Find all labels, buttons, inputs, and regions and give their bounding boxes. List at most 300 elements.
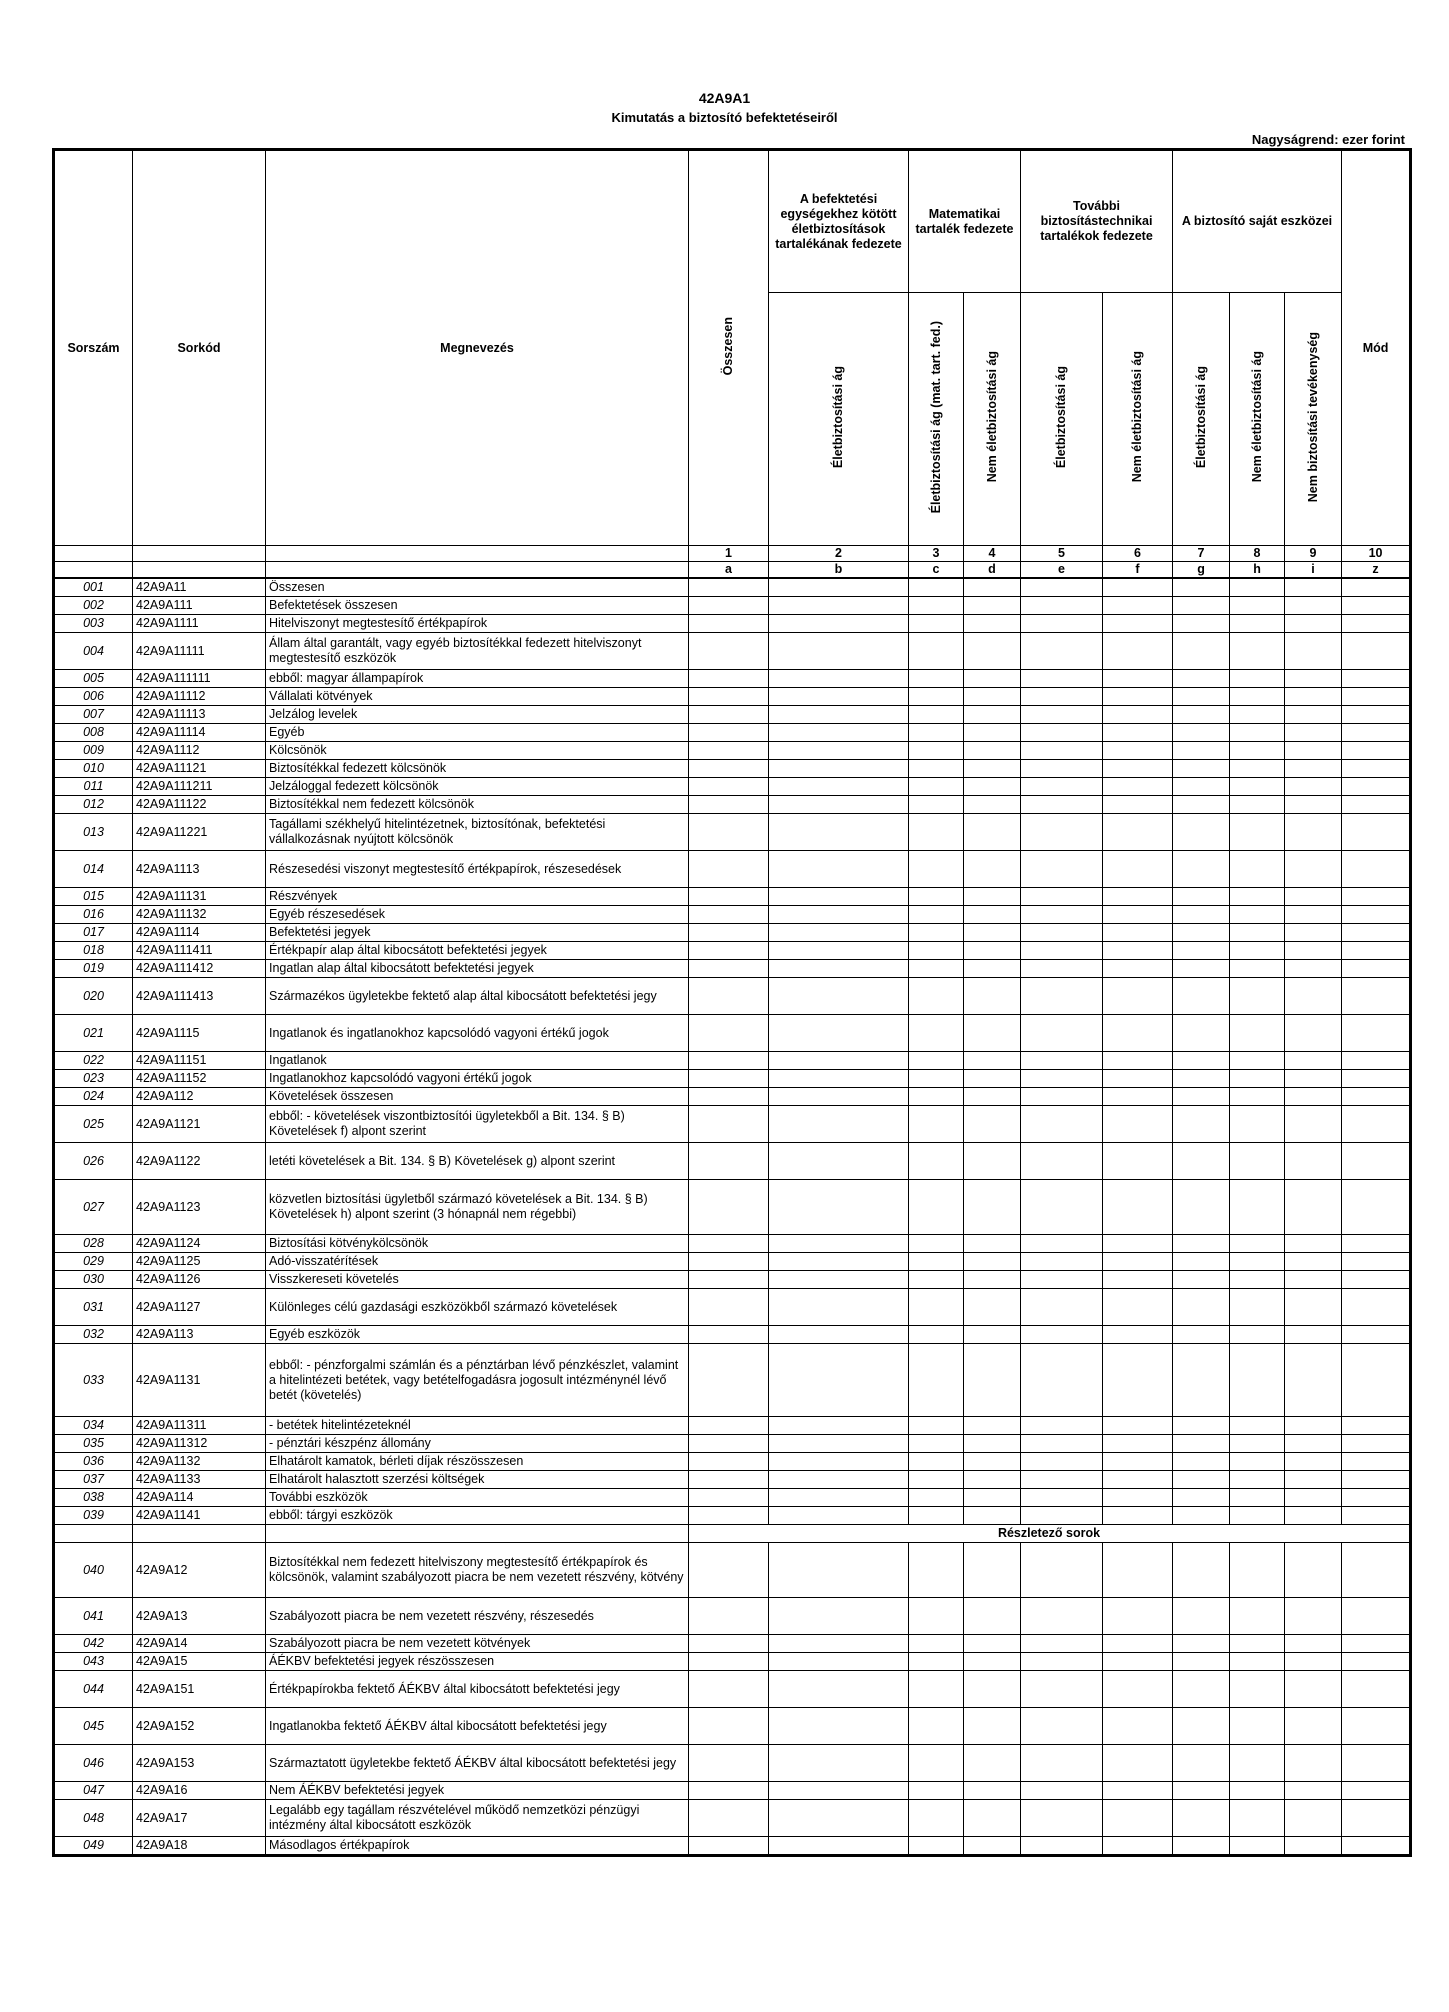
- value-cell[interactable]: [964, 924, 1021, 942]
- value-cell[interactable]: [769, 1543, 909, 1598]
- value-cell[interactable]: [1173, 1708, 1230, 1745]
- value-cell[interactable]: [1103, 1143, 1173, 1180]
- value-cell[interactable]: [689, 778, 769, 796]
- value-cell[interactable]: [964, 1800, 1021, 1837]
- value-cell[interactable]: [909, 1598, 964, 1635]
- value-cell[interactable]: [1021, 1143, 1103, 1180]
- value-cell[interactable]: [1342, 1800, 1411, 1837]
- value-cell[interactable]: [769, 978, 909, 1015]
- value-cell[interactable]: [1173, 1235, 1230, 1253]
- value-cell[interactable]: [1173, 1635, 1230, 1653]
- value-cell[interactable]: [1173, 1271, 1230, 1289]
- value-cell[interactable]: [1021, 796, 1103, 814]
- value-cell[interactable]: [1230, 1344, 1285, 1417]
- value-cell[interactable]: [1173, 1745, 1230, 1782]
- value-cell[interactable]: [1173, 1143, 1230, 1180]
- value-cell[interactable]: [909, 1453, 964, 1471]
- value-cell[interactable]: [1173, 1471, 1230, 1489]
- value-cell[interactable]: [964, 1253, 1021, 1271]
- value-cell[interactable]: [1285, 724, 1342, 742]
- value-cell[interactable]: [964, 1471, 1021, 1489]
- value-cell[interactable]: [1173, 1782, 1230, 1800]
- value-cell[interactable]: [1173, 1435, 1230, 1453]
- value-cell[interactable]: [769, 924, 909, 942]
- value-cell[interactable]: [769, 1326, 909, 1344]
- value-cell[interactable]: [1285, 1253, 1342, 1271]
- value-cell[interactable]: [769, 1180, 909, 1235]
- value-cell[interactable]: [1021, 1180, 1103, 1235]
- value-cell[interactable]: [689, 633, 769, 670]
- value-cell[interactable]: [1103, 851, 1173, 888]
- value-cell[interactable]: [1021, 1671, 1103, 1708]
- value-cell[interactable]: [689, 1106, 769, 1143]
- value-cell[interactable]: [689, 597, 769, 615]
- value-cell[interactable]: [1021, 1507, 1103, 1525]
- value-cell[interactable]: [769, 1745, 909, 1782]
- value-cell[interactable]: [909, 1745, 964, 1782]
- value-cell[interactable]: [1173, 742, 1230, 760]
- value-cell[interactable]: [689, 1253, 769, 1271]
- value-cell[interactable]: [1103, 724, 1173, 742]
- value-cell[interactable]: [1173, 1671, 1230, 1708]
- value-cell[interactable]: [1342, 615, 1411, 633]
- value-cell[interactable]: [1285, 1326, 1342, 1344]
- value-cell[interactable]: [1103, 960, 1173, 978]
- value-cell[interactable]: [689, 1070, 769, 1088]
- value-cell[interactable]: [909, 1471, 964, 1489]
- value-cell[interactable]: [1230, 1143, 1285, 1180]
- value-cell[interactable]: [1021, 924, 1103, 942]
- value-cell[interactable]: [909, 1271, 964, 1289]
- value-cell[interactable]: [1342, 578, 1411, 597]
- value-cell[interactable]: [1173, 1289, 1230, 1326]
- value-cell[interactable]: [909, 1289, 964, 1326]
- value-cell[interactable]: [689, 1235, 769, 1253]
- value-cell[interactable]: [1230, 778, 1285, 796]
- value-cell[interactable]: [1285, 1782, 1342, 1800]
- value-cell[interactable]: [1285, 1800, 1342, 1837]
- value-cell[interactable]: [1103, 760, 1173, 778]
- value-cell[interactable]: [1285, 1143, 1342, 1180]
- value-cell[interactable]: [1342, 1106, 1411, 1143]
- value-cell[interactable]: [1230, 1326, 1285, 1344]
- value-cell[interactable]: [1173, 1344, 1230, 1417]
- value-cell[interactable]: [909, 1143, 964, 1180]
- value-cell[interactable]: [964, 1326, 1021, 1344]
- value-cell[interactable]: [1173, 796, 1230, 814]
- value-cell[interactable]: [1103, 1671, 1173, 1708]
- value-cell[interactable]: [1285, 778, 1342, 796]
- value-cell[interactable]: [1285, 1289, 1342, 1326]
- value-cell[interactable]: [1285, 924, 1342, 942]
- value-cell[interactable]: [1342, 851, 1411, 888]
- value-cell[interactable]: [1342, 1543, 1411, 1598]
- value-cell[interactable]: [1342, 1837, 1411, 1856]
- value-cell[interactable]: [769, 1471, 909, 1489]
- value-cell[interactable]: [1021, 1598, 1103, 1635]
- value-cell[interactable]: [1103, 1088, 1173, 1106]
- value-cell[interactable]: [1103, 1070, 1173, 1088]
- value-cell[interactable]: [1173, 888, 1230, 906]
- value-cell[interactable]: [909, 742, 964, 760]
- value-cell[interactable]: [909, 1417, 964, 1435]
- value-cell[interactable]: [769, 1143, 909, 1180]
- value-cell[interactable]: [689, 888, 769, 906]
- value-cell[interactable]: [1021, 1106, 1103, 1143]
- value-cell[interactable]: [964, 724, 1021, 742]
- value-cell[interactable]: [1342, 1435, 1411, 1453]
- value-cell[interactable]: [769, 1435, 909, 1453]
- value-cell[interactable]: [964, 1782, 1021, 1800]
- value-cell[interactable]: [689, 1015, 769, 1052]
- value-cell[interactable]: [1285, 670, 1342, 688]
- value-cell[interactable]: [1103, 1271, 1173, 1289]
- value-cell[interactable]: [689, 814, 769, 851]
- value-cell[interactable]: [909, 1489, 964, 1507]
- value-cell[interactable]: [1230, 1671, 1285, 1708]
- value-cell[interactable]: [1173, 1106, 1230, 1143]
- value-cell[interactable]: [1103, 1598, 1173, 1635]
- value-cell[interactable]: [1285, 1106, 1342, 1143]
- value-cell[interactable]: [1342, 1180, 1411, 1235]
- value-cell[interactable]: [1173, 924, 1230, 942]
- value-cell[interactable]: [1285, 1653, 1342, 1671]
- value-cell[interactable]: [1021, 1235, 1103, 1253]
- value-cell[interactable]: [909, 888, 964, 906]
- value-cell[interactable]: [1021, 670, 1103, 688]
- value-cell[interactable]: [1103, 1015, 1173, 1052]
- value-cell[interactable]: [1285, 597, 1342, 615]
- value-cell[interactable]: [1285, 1180, 1342, 1235]
- value-cell[interactable]: [689, 615, 769, 633]
- value-cell[interactable]: [689, 924, 769, 942]
- value-cell[interactable]: [1173, 1800, 1230, 1837]
- value-cell[interactable]: [964, 1088, 1021, 1106]
- value-cell[interactable]: [1342, 1507, 1411, 1525]
- value-cell[interactable]: [1021, 706, 1103, 724]
- value-cell[interactable]: [909, 597, 964, 615]
- value-cell[interactable]: [1285, 760, 1342, 778]
- value-cell[interactable]: [909, 1543, 964, 1598]
- value-cell[interactable]: [909, 1106, 964, 1143]
- value-cell[interactable]: [1103, 1782, 1173, 1800]
- value-cell[interactable]: [1021, 960, 1103, 978]
- value-cell[interactable]: [909, 814, 964, 851]
- value-cell[interactable]: [1103, 814, 1173, 851]
- value-cell[interactable]: [909, 1052, 964, 1070]
- value-cell[interactable]: [1173, 724, 1230, 742]
- value-cell[interactable]: [1342, 670, 1411, 688]
- value-cell[interactable]: [769, 670, 909, 688]
- value-cell[interactable]: [689, 1471, 769, 1489]
- value-cell[interactable]: [1285, 942, 1342, 960]
- value-cell[interactable]: [1103, 1708, 1173, 1745]
- value-cell[interactable]: [1230, 1253, 1285, 1271]
- value-cell[interactable]: [964, 1671, 1021, 1708]
- value-cell[interactable]: [1173, 1837, 1230, 1856]
- value-cell[interactable]: [1342, 978, 1411, 1015]
- value-cell[interactable]: [769, 1708, 909, 1745]
- value-cell[interactable]: [1230, 1543, 1285, 1598]
- value-cell[interactable]: [964, 1837, 1021, 1856]
- value-cell[interactable]: [1103, 1837, 1173, 1856]
- value-cell[interactable]: [769, 1489, 909, 1507]
- value-cell[interactable]: [1021, 1489, 1103, 1507]
- value-cell[interactable]: [769, 1271, 909, 1289]
- value-cell[interactable]: [964, 1453, 1021, 1471]
- value-cell[interactable]: [769, 706, 909, 724]
- value-cell[interactable]: [1230, 1180, 1285, 1235]
- value-cell[interactable]: [769, 633, 909, 670]
- value-cell[interactable]: [964, 688, 1021, 706]
- value-cell[interactable]: [1103, 1344, 1173, 1417]
- value-cell[interactable]: [1173, 670, 1230, 688]
- value-cell[interactable]: [769, 814, 909, 851]
- value-cell[interactable]: [1021, 633, 1103, 670]
- value-cell[interactable]: [1103, 597, 1173, 615]
- value-cell[interactable]: [1021, 1453, 1103, 1471]
- value-cell[interactable]: [909, 724, 964, 742]
- value-cell[interactable]: [1342, 1635, 1411, 1653]
- value-cell[interactable]: [1342, 1289, 1411, 1326]
- value-cell[interactable]: [769, 1088, 909, 1106]
- value-cell[interactable]: [1230, 578, 1285, 597]
- value-cell[interactable]: [1173, 851, 1230, 888]
- value-cell[interactable]: [964, 1180, 1021, 1235]
- value-cell[interactable]: [1103, 1326, 1173, 1344]
- value-cell[interactable]: [1342, 1745, 1411, 1782]
- value-cell[interactable]: [1285, 742, 1342, 760]
- value-cell[interactable]: [689, 706, 769, 724]
- value-cell[interactable]: [1285, 1489, 1342, 1507]
- value-cell[interactable]: [1173, 1543, 1230, 1598]
- value-cell[interactable]: [1173, 978, 1230, 1015]
- value-cell[interactable]: [1285, 1088, 1342, 1106]
- value-cell[interactable]: [1103, 688, 1173, 706]
- value-cell[interactable]: [769, 1800, 909, 1837]
- value-cell[interactable]: [1285, 633, 1342, 670]
- value-cell[interactable]: [1021, 688, 1103, 706]
- value-cell[interactable]: [909, 1635, 964, 1653]
- value-cell[interactable]: [964, 1635, 1021, 1653]
- value-cell[interactable]: [964, 1143, 1021, 1180]
- value-cell[interactable]: [1342, 1235, 1411, 1253]
- value-cell[interactable]: [1342, 796, 1411, 814]
- value-cell[interactable]: [689, 1782, 769, 1800]
- value-cell[interactable]: [1342, 1271, 1411, 1289]
- value-cell[interactable]: [1021, 1745, 1103, 1782]
- value-cell[interactable]: [1342, 1344, 1411, 1417]
- value-cell[interactable]: [964, 796, 1021, 814]
- value-cell[interactable]: [689, 670, 769, 688]
- value-cell[interactable]: [1230, 760, 1285, 778]
- value-cell[interactable]: [689, 724, 769, 742]
- value-cell[interactable]: [1230, 1088, 1285, 1106]
- value-cell[interactable]: [1285, 1543, 1342, 1598]
- value-cell[interactable]: [964, 633, 1021, 670]
- value-cell[interactable]: [1173, 597, 1230, 615]
- value-cell[interactable]: [1021, 1289, 1103, 1326]
- value-cell[interactable]: [1103, 1253, 1173, 1271]
- value-cell[interactable]: [1342, 760, 1411, 778]
- value-cell[interactable]: [909, 906, 964, 924]
- value-cell[interactable]: [1285, 1015, 1342, 1052]
- value-cell[interactable]: [1021, 1088, 1103, 1106]
- value-cell[interactable]: [769, 851, 909, 888]
- value-cell[interactable]: [1103, 1745, 1173, 1782]
- value-cell[interactable]: [1230, 670, 1285, 688]
- value-cell[interactable]: [1173, 906, 1230, 924]
- value-cell[interactable]: [909, 1653, 964, 1671]
- value-cell[interactable]: [1103, 615, 1173, 633]
- value-cell[interactable]: [1103, 633, 1173, 670]
- value-cell[interactable]: [1173, 1326, 1230, 1344]
- value-cell[interactable]: [769, 1235, 909, 1253]
- value-cell[interactable]: [689, 578, 769, 597]
- value-cell[interactable]: [1230, 796, 1285, 814]
- value-cell[interactable]: [769, 906, 909, 924]
- value-cell[interactable]: [689, 1453, 769, 1471]
- value-cell[interactable]: [964, 1052, 1021, 1070]
- value-cell[interactable]: [964, 1598, 1021, 1635]
- value-cell[interactable]: [964, 1106, 1021, 1143]
- value-cell[interactable]: [1342, 1453, 1411, 1471]
- value-cell[interactable]: [1342, 1015, 1411, 1052]
- value-cell[interactable]: [1103, 1507, 1173, 1525]
- value-cell[interactable]: [1285, 578, 1342, 597]
- value-cell[interactable]: [1342, 597, 1411, 615]
- value-cell[interactable]: [689, 1143, 769, 1180]
- value-cell[interactable]: [769, 1015, 909, 1052]
- value-cell[interactable]: [1285, 688, 1342, 706]
- value-cell[interactable]: [1285, 1708, 1342, 1745]
- value-cell[interactable]: [689, 1543, 769, 1598]
- value-cell[interactable]: [1285, 1635, 1342, 1653]
- value-cell[interactable]: [1230, 633, 1285, 670]
- value-cell[interactable]: [1173, 1417, 1230, 1435]
- value-cell[interactable]: [1342, 1253, 1411, 1271]
- value-cell[interactable]: [1103, 670, 1173, 688]
- value-cell[interactable]: [769, 1782, 909, 1800]
- value-cell[interactable]: [769, 615, 909, 633]
- value-cell[interactable]: [964, 851, 1021, 888]
- value-cell[interactable]: [964, 1543, 1021, 1598]
- value-cell[interactable]: [769, 688, 909, 706]
- value-cell[interactable]: [1285, 1435, 1342, 1453]
- value-cell[interactable]: [1021, 851, 1103, 888]
- value-cell[interactable]: [769, 960, 909, 978]
- value-cell[interactable]: [1285, 1598, 1342, 1635]
- value-cell[interactable]: [964, 760, 1021, 778]
- value-cell[interactable]: [1103, 1180, 1173, 1235]
- value-cell[interactable]: [1173, 1489, 1230, 1507]
- value-cell[interactable]: [769, 888, 909, 906]
- value-cell[interactable]: [964, 1708, 1021, 1745]
- value-cell[interactable]: [1021, 888, 1103, 906]
- value-cell[interactable]: [1021, 1800, 1103, 1837]
- value-cell[interactable]: [1021, 906, 1103, 924]
- value-cell[interactable]: [964, 670, 1021, 688]
- value-cell[interactable]: [1230, 814, 1285, 851]
- value-cell[interactable]: [1230, 615, 1285, 633]
- value-cell[interactable]: [909, 978, 964, 1015]
- value-cell[interactable]: [1285, 796, 1342, 814]
- value-cell[interactable]: [1103, 906, 1173, 924]
- value-cell[interactable]: [769, 597, 909, 615]
- value-cell[interactable]: [1173, 688, 1230, 706]
- value-cell[interactable]: [1285, 978, 1342, 1015]
- value-cell[interactable]: [1230, 1800, 1285, 1837]
- value-cell[interactable]: [1285, 1471, 1342, 1489]
- value-cell[interactable]: [1230, 1745, 1285, 1782]
- value-cell[interactable]: [769, 1598, 909, 1635]
- value-cell[interactable]: [1230, 1289, 1285, 1326]
- value-cell[interactable]: [1342, 1782, 1411, 1800]
- value-cell[interactable]: [1021, 1708, 1103, 1745]
- value-cell[interactable]: [909, 633, 964, 670]
- value-cell[interactable]: [1230, 688, 1285, 706]
- value-cell[interactable]: [689, 942, 769, 960]
- value-cell[interactable]: [1230, 924, 1285, 942]
- value-cell[interactable]: [909, 851, 964, 888]
- value-cell[interactable]: [1021, 942, 1103, 960]
- value-cell[interactable]: [964, 906, 1021, 924]
- value-cell[interactable]: [964, 778, 1021, 796]
- value-cell[interactable]: [909, 706, 964, 724]
- value-cell[interactable]: [769, 1253, 909, 1271]
- value-cell[interactable]: [964, 1344, 1021, 1417]
- value-cell[interactable]: [769, 1289, 909, 1326]
- value-cell[interactable]: [1342, 742, 1411, 760]
- value-cell[interactable]: [1021, 742, 1103, 760]
- value-cell[interactable]: [689, 1271, 769, 1289]
- value-cell[interactable]: [689, 688, 769, 706]
- value-cell[interactable]: [1173, 1507, 1230, 1525]
- value-cell[interactable]: [909, 942, 964, 960]
- value-cell[interactable]: [769, 760, 909, 778]
- value-cell[interactable]: [1230, 960, 1285, 978]
- value-cell[interactable]: [769, 1052, 909, 1070]
- value-cell[interactable]: [769, 942, 909, 960]
- value-cell[interactable]: [1285, 888, 1342, 906]
- value-cell[interactable]: [1173, 578, 1230, 597]
- value-cell[interactable]: [1342, 888, 1411, 906]
- value-cell[interactable]: [1342, 960, 1411, 978]
- value-cell[interactable]: [964, 888, 1021, 906]
- value-cell[interactable]: [1342, 1671, 1411, 1708]
- value-cell[interactable]: [1342, 1070, 1411, 1088]
- value-cell[interactable]: [1230, 851, 1285, 888]
- value-cell[interactable]: [1285, 1837, 1342, 1856]
- value-cell[interactable]: [1103, 1453, 1173, 1471]
- value-cell[interactable]: [1103, 1543, 1173, 1598]
- value-cell[interactable]: [909, 1344, 964, 1417]
- value-cell[interactable]: [769, 1417, 909, 1435]
- value-cell[interactable]: [1021, 1782, 1103, 1800]
- value-cell[interactable]: [1285, 960, 1342, 978]
- value-cell[interactable]: [689, 1417, 769, 1435]
- value-cell[interactable]: [1342, 1143, 1411, 1180]
- value-cell[interactable]: [909, 778, 964, 796]
- value-cell[interactable]: [1103, 888, 1173, 906]
- value-cell[interactable]: [909, 1070, 964, 1088]
- value-cell[interactable]: [769, 742, 909, 760]
- value-cell[interactable]: [1230, 706, 1285, 724]
- value-cell[interactable]: [1021, 1471, 1103, 1489]
- value-cell[interactable]: [689, 760, 769, 778]
- value-cell[interactable]: [1103, 924, 1173, 942]
- value-cell[interactable]: [1230, 1435, 1285, 1453]
